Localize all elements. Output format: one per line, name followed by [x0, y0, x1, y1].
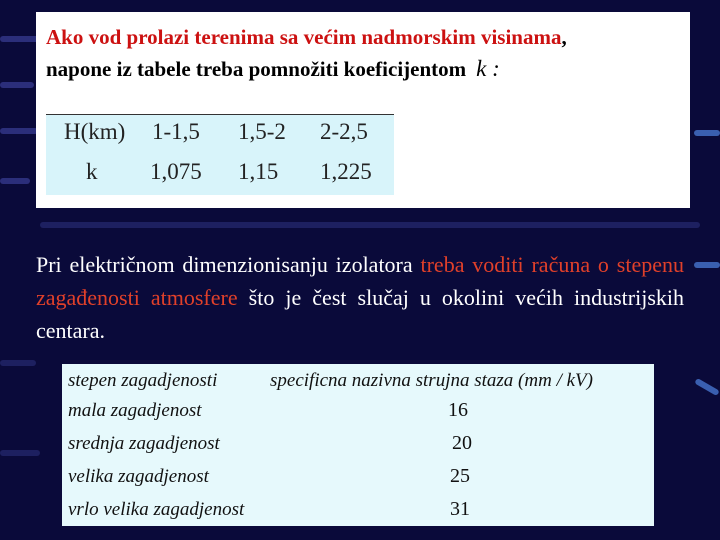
- table-cell: 31: [450, 498, 470, 520]
- table-header-row: [46, 115, 394, 153]
- height-coefficient-table: [46, 114, 394, 195]
- table-cell: mala zagadjenost: [68, 400, 202, 421]
- table-header-cell: 1-1,5: [152, 119, 200, 144]
- table-cell: vrlo velika zagadjenost: [68, 499, 245, 520]
- decorative-stripe: [694, 262, 720, 268]
- table-cell: 1,15: [238, 159, 279, 184]
- table-cell: 20: [452, 432, 472, 454]
- table-cell: velika zagadjenost: [68, 466, 209, 487]
- table-header-cell: 1,5-2: [238, 119, 286, 144]
- k-symbol: k :: [476, 56, 500, 81]
- decorative-stripe: [0, 128, 38, 134]
- intro-red-text: Ako vod prolazi terenima sa većim nadmorskim visinama: [46, 25, 562, 49]
- decorative-stripe: [0, 450, 40, 456]
- pollution-table: [62, 364, 654, 526]
- table-row: [62, 463, 654, 495]
- table-row: [62, 496, 654, 528]
- paragraph-part1: Pri električnom dimenzionisanju izolatora: [36, 252, 421, 277]
- decorative-stripe: [0, 82, 34, 88]
- intro-line2: napone iz tabele treba pomnožiti koeficijentom: [46, 57, 467, 81]
- table-cell: 25: [450, 465, 470, 487]
- table-row: [62, 397, 654, 429]
- intro-panel: [36, 12, 690, 208]
- intro-text: [46, 22, 686, 85]
- table-cell: 1,225: [320, 159, 372, 184]
- decorative-stripe: [694, 378, 720, 396]
- table-cell: 16: [448, 399, 468, 421]
- body-paragraph: [36, 248, 684, 347]
- decorative-stripe: [40, 222, 700, 228]
- decorative-stripe: [0, 178, 30, 184]
- table-header-cell: 2-2,5: [320, 119, 368, 144]
- paragraph-highlight: treba voditi računa o stepenu zagađenosti atmosfere: [36, 252, 684, 310]
- decorative-stripe: [694, 130, 720, 136]
- decorative-stripe: [0, 360, 36, 366]
- table-cell: srednja zagadjenost: [68, 433, 220, 454]
- table-row: [46, 155, 394, 193]
- table-cell: 1,075: [150, 159, 202, 184]
- decorative-stripe: [0, 36, 40, 42]
- table-cell: k: [86, 159, 98, 184]
- table-header-cell: stepen zagadjenosti: [68, 370, 218, 391]
- paragraph-part3: što je čest slučaj u okolini većih industrijskih centara.: [36, 285, 685, 343]
- table-row: [62, 430, 654, 462]
- table-header-cell: H(km): [64, 119, 126, 144]
- intro-comma: ,: [561, 25, 567, 49]
- table-header-cell: specificna nazivna strujna staza (mm / kV): [270, 370, 593, 391]
